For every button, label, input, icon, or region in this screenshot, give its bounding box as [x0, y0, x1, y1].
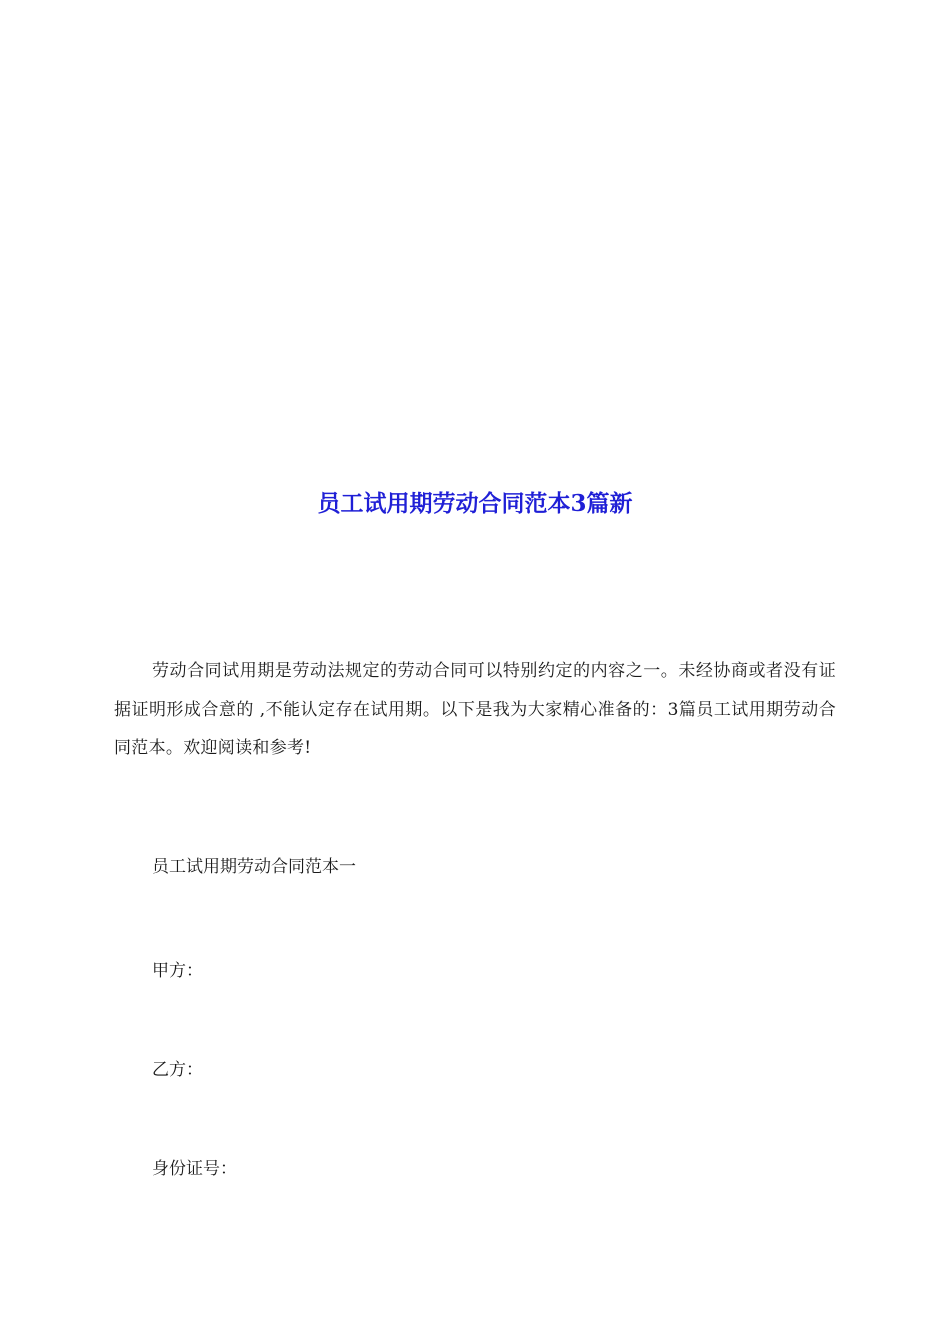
- intro-paragraph: 劳动合同试用期是劳动法规定的劳动合同可以特别约定的内容之一。未经协商或者没有证据证明形成合意的 ,不能认定存在试用期。以下是我为大家精心准备的：3篇员工试用期劳动合同范本。欢迎阅读和参考!: [114, 661, 836, 758]
- id-number-label: 身份证号：: [152, 1159, 237, 1179]
- section-heading: 员工试用期劳动合同范本一: [152, 857, 356, 877]
- party-a-label: 甲方：: [152, 961, 203, 981]
- document-title: 员工试用期劳动合同范本3篇新: [317, 490, 633, 517]
- party-b-label: 乙方：: [152, 1060, 203, 1080]
